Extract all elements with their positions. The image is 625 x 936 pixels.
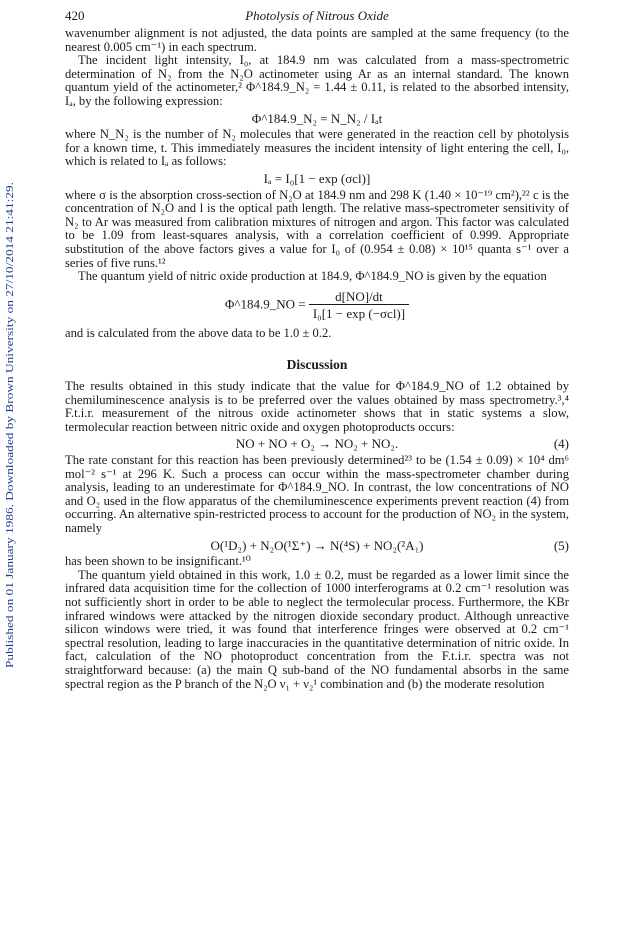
fraction xyxy=(309,290,409,321)
equation: Iₐ = I₀[1 − exp (σcl)] xyxy=(263,170,371,186)
section-heading: Discussion xyxy=(286,357,348,373)
equation xyxy=(65,539,569,553)
page-body xyxy=(65,27,569,691)
paragraph: and is calculated from the above data to be 1.0 ± 0.2. xyxy=(65,325,332,340)
paragraph: The quantum yield obtained in this work, 1.0 ± 0.2, must be regarded as a lower limit since the infrared data acquisition time for the collection of 1000 interferograms at 0.2 cm⁻¹ resolution was not sufficiently short in order to be able to neglect the termolecular process. Furthermore, the KBr infrared windows were attacked by the nitrogen dioxide secondary product. Although unreactive silicon windows were tried, it was found that interference fringes were observed at 0.2 cm⁻¹ spectral resolution, leading to large inaccuracies in the quantitative determination of nitric oxide. In fact, calculation of the NO photoproduct concentration from the F.t.i.r. spectra was not straightforward because: (a) the main Q sub-band of the NO fundamental absorbs in the same spectral region as the P branch of the N₂O ν₁ + ν₂¹ combination and (b) the moderate resolution xyxy=(65,567,569,691)
page-header xyxy=(65,8,569,26)
equation xyxy=(65,437,569,451)
paragraph: The rate constant for this reaction has been previously determined²³ to be (1.54 ± 0.09) × 10⁴ dm⁶ mol⁻² s⁻¹ at 296 K. Such a process can occur within the mass-spectrometer chamber during analysis, leading to an underestimate for Φ^184.9_NO. In contrast, the low concentrations of NO and O₂ used in the flow apparatus of the chemiluminescence experiments prevent reaction (4) from occurring. An alternative spin-restricted process to account for the production of NO₂ in the system, namely xyxy=(65,453,569,535)
equation-body: NO + NO + O₂ → NO₂ + NO₂. xyxy=(235,436,399,452)
download-notice-text: Published on 01 January 1986. Downloaded by Brown University on 27/10/2014 21:41:29. xyxy=(5,285,16,668)
fraction-numerator: d[NO]/dt xyxy=(309,290,409,306)
paragraph: where σ is the absorption cross-section of N₂O at 184.9 nm and 298 K (1.40 × 10⁻¹⁹ cm²),²² c is the concentration of N₂O and l is the optical path length. The relative mass-spectrometer sensitivity of N₂ to Ar was measured from calibration mixtures of nitrogen and argon. This factor was calculated to be 1.09 from least-squares analysis, with a correlation coefficient of 0.999. Appropriate substitution of the above factors gives a value for I₀ of (0.954 ± 0.08) × 10¹⁵ quanta s⁻¹ over a series of five runs.¹² xyxy=(65,187,569,270)
equation-number: (4) xyxy=(553,436,569,452)
equation: Φ^184.9_N₂ = N_N₂ / Iₐt xyxy=(251,110,383,126)
paragraph: wavenumber alignment is not adjusted, the data points are sampled at the same frequency (to the nearest 0.005 cm⁻¹) in each spectrum. xyxy=(65,26,569,54)
running-head: Photolysis of Nitrous Oxide xyxy=(245,8,389,23)
page-number: 420 xyxy=(65,8,85,23)
paragraph: The quantum yield of nitric oxide production at 184.9, Φ^184.9_NO is given by the equation xyxy=(78,269,547,284)
fraction-denominator: I₀[1 − exp (−σcl)] xyxy=(312,306,406,322)
paragraph: where N_N₂ is the number of N₂ molecules that were generated in the reaction cell by photolysis for a known time, t. This immediately measures the incident intensity of light entering the cell, I₀, which is related to Iₐ as follows: xyxy=(65,127,569,169)
equation xyxy=(65,290,569,321)
paragraph: The results obtained in this study indicate that the value for Φ^184.9_NO of 1.2 obtained by chemiluminescence analysis is to be preferred over the values obtained by mass spectrometry.³,⁴ F.t.i.r. measurement of the nitrous oxide actinometer shows that in static systems a slow, termolecular reaction between nitric oxide and oxygen photoproducts occurs: xyxy=(65,379,569,434)
paragraph: The incident light intensity, I₀, at 184.9 nm was calculated from a mass-spectrometric determination of N₂ from the N₂O actinometer using Ar as an internal standard. The known quantum yield of the actinometer,² Φ^184.9_N₂ = 1.44 ± 0.11, is related to the absorbed intensity, Iₐ, by the following expression: xyxy=(65,53,569,108)
paragraph: has been shown to be insignificant.¹⁰ xyxy=(65,554,251,569)
equation-lhs: Φ^184.9_NO = xyxy=(224,296,306,312)
equation-number: (5) xyxy=(553,537,569,553)
equation-body: O(¹D₂) + N₂O(¹Σ⁺) → N(⁴S) + NO₂(²A₁) xyxy=(210,537,424,553)
download-notice xyxy=(0,180,22,670)
